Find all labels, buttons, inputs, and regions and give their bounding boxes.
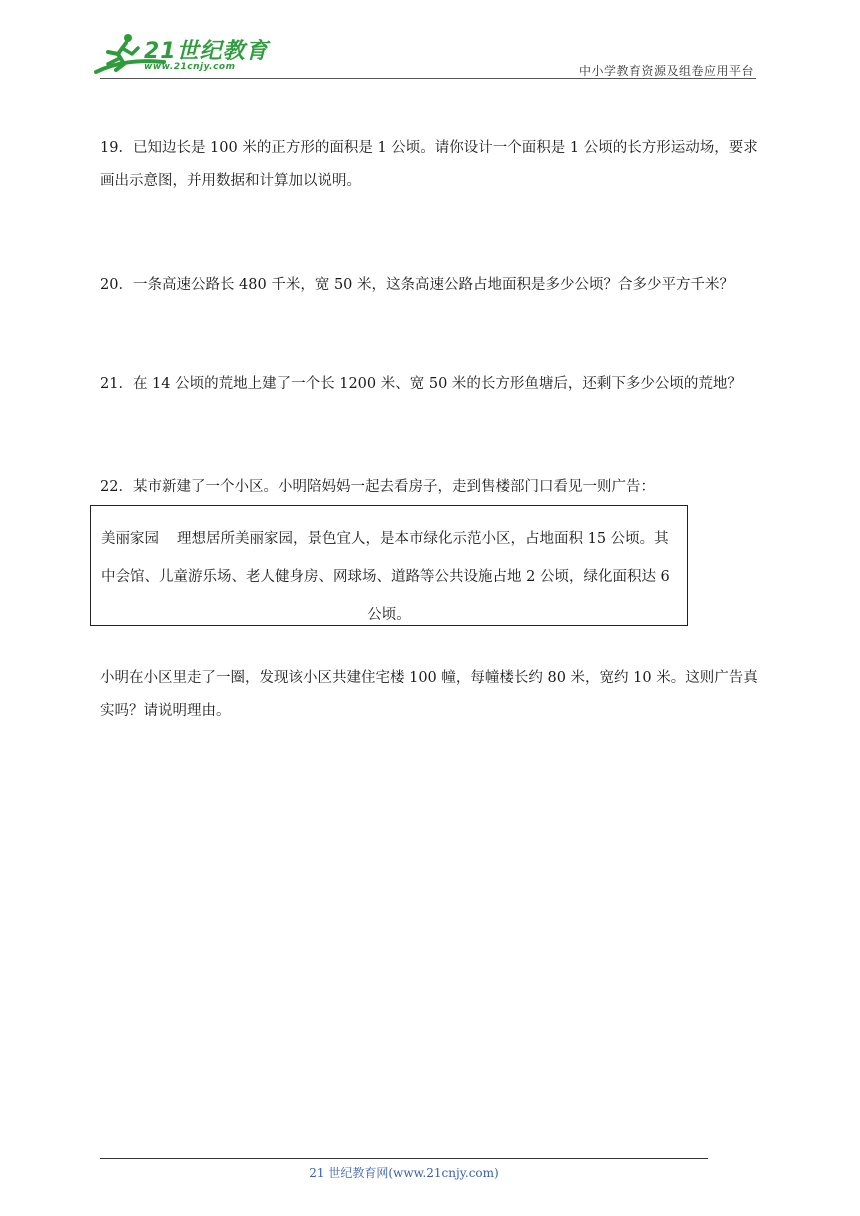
- question-text: 在 14 公顷的荒地上建了一个长 1200 米、宽 50 米的长方形鱼塘后，还剩下多少公顷的荒地？: [132, 376, 742, 392]
- logo-wordmark: 21世纪教育: [144, 39, 269, 64]
- page-header: [0, 0, 860, 90]
- question-text: 一条高速公路长 480 千米，宽 50 米，这条高速公路占地面积是多少公顷？合多少平方千米？: [132, 277, 735, 293]
- question-number: 22．: [100, 479, 133, 495]
- footer-link[interactable]: 21 世纪教育网(www.21cnjy.com): [309, 1166, 499, 1180]
- footer-divider: [100, 1158, 708, 1159]
- header-divider: [100, 78, 756, 79]
- question-22: [100, 471, 760, 504]
- ad-text-1: 理想居所美丽家园，景色宜人，是本市绿化示范小区，占地面积 15 公顷。其: [177, 531, 669, 547]
- question-number: 20．: [100, 277, 133, 293]
- ad-line-3: 公顷。: [367, 607, 411, 623]
- question-text: 某市新建了一个小区。小明陪妈妈一起去看房子，走到售楼部门口看见一则广告：: [132, 479, 655, 495]
- platform-name: 中小学教育资源及组卷应用平台: [578, 64, 754, 78]
- question-number: 19．: [100, 140, 133, 156]
- question-20: [100, 269, 760, 302]
- question-22-followup: 小明在小区里走了一圈，发现该小区共建住宅楼 100 幢，每幢楼长约 80 米，宽约 10 米。这则广告真实吗？请说明理由。: [100, 670, 758, 719]
- question-21: [100, 368, 760, 401]
- advertisement-box: [90, 505, 688, 626]
- ad-line-1: [101, 520, 677, 558]
- ad-line-2: 中会馆、儿童游乐场、老人健身房、网球场、道路等公共设施占地 2 公顷，绿化面积达 6: [101, 569, 670, 585]
- logo-url: www.21cnjy.com: [144, 62, 236, 72]
- site-logo[interactable]: [94, 32, 274, 78]
- question-number: 21．: [100, 376, 133, 392]
- question-text: 已知边长是 100 米的正方形的面积是 1 公顷。请你设计一个面积是 1 公顷的长方形运动场，要求画出示意图，并用数据和计算加以说明。: [100, 140, 758, 189]
- question-19: [100, 132, 760, 198]
- ad-title: 美丽家园: [101, 531, 159, 547]
